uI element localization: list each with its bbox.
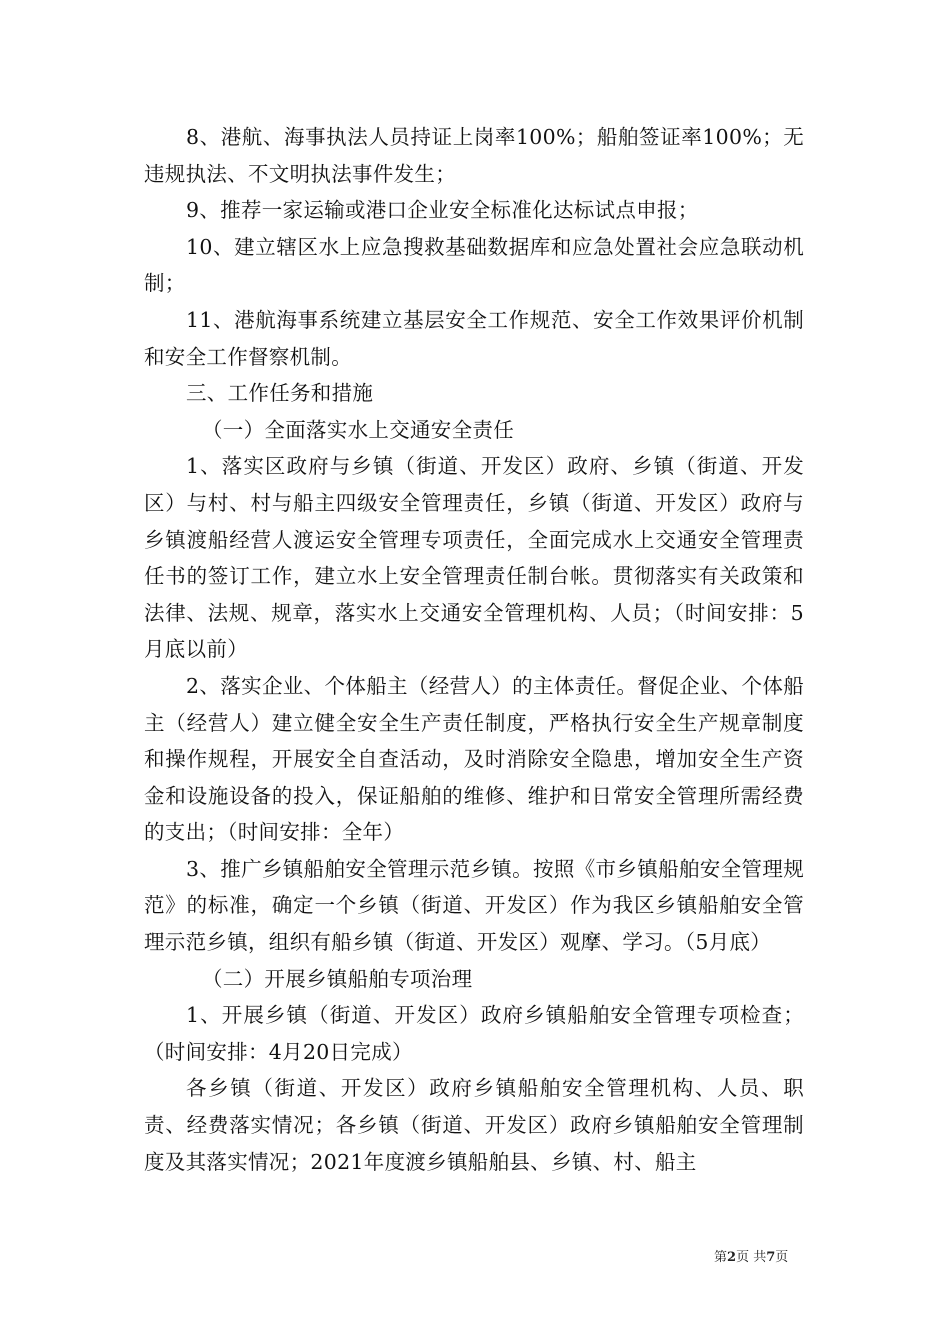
footer-suffix: 页 <box>775 1250 789 1265</box>
footer-prefix: 第 <box>714 1250 728 1265</box>
paragraph-item-11: 11、港航海事系统建立基层安全工作规范、安全工作效果评价机制和安全工作督察机制。 <box>144 307 804 369</box>
paragraph-governance-1: 1、开展乡镇（街道、开发区）政府乡镇船舶安全管理专项检查；（时间安排：4月20日完成） <box>144 1003 804 1064</box>
footer-current-page: 2 <box>727 1250 737 1265</box>
subsection-heading-ship-governance: （二）开展乡镇船舶专项治理 <box>202 966 473 991</box>
footer-total-pages: 7 <box>766 1250 776 1265</box>
paragraph-item-8: 8、港航、海事执法人员持证上岗率100%；船舶签证率100%；无违规执法、不文明执法事件发生； <box>144 125 804 186</box>
paragraph-item-9: 9、推荐一家运输或港口企业安全标准化达标试点申报； <box>186 198 699 223</box>
paragraph-responsibility-3: 3、推广乡镇船舶安全管理示范乡镇。按照《市乡镇船舶安全管理规范》的标准，确定一个乡镇（街道、开发区）作为我区乡镇船舶安全管理示范乡镇，组织有船乡镇（街道、开发区）观摩、学习。（5月底） <box>144 856 804 955</box>
paragraph-governance-details: 各乡镇（街道、开发区）政府乡镇船舶安全管理机构、人员、职责、经费落实情况；各乡镇（街道、开发区）政府乡镇船舶安全管理制度及其落实情况；2021年度渡乡镇船舶县、乡镇、村、船主 <box>144 1076 804 1174</box>
page-number-footer <box>714 1246 788 1265</box>
paragraph-responsibility-2: 2、落实企业、个体船主（经营人）的主体责任。督促企业、个体船主（经营人）建立健全安全生产责任制度，严格执行安全生产规章制度和操作规程，开展安全自查活动，及时消除安全隐患，增加安全生产资金和设施设备的投入，保证船舶的维修、维护和日常安全管理所需经费的支出；（时间安排：全年） <box>144 673 804 845</box>
document-body <box>144 119 804 1180</box>
section-heading-tasks: 三、工作任务和措施 <box>186 381 374 406</box>
footer-middle: 页 共 <box>736 1250 767 1265</box>
subsection-heading-responsibility: （一）全面落实水上交通安全责任 <box>202 417 514 442</box>
paragraph-item-10: 10、建立辖区水上应急搜救基础数据库和应急处置社会应急联动机制； <box>144 234 804 296</box>
paragraph-responsibility-1: 1、落实区政府与乡镇（街道、开发区）政府、乡镇（街道、开发区）与村、村与船主四级安全管理责任，乡镇（街道、开发区）政府与乡镇渡船经营人渡运安全管理专项责任，全面完成水上交通安全管理责任书的签订工作，建立水上安全管理责任制台帐。贯彻落实有关政策和法律、法规、规章，落实水上交通安全管理机构、人员；（时间安排：5月底以前） <box>144 454 804 662</box>
